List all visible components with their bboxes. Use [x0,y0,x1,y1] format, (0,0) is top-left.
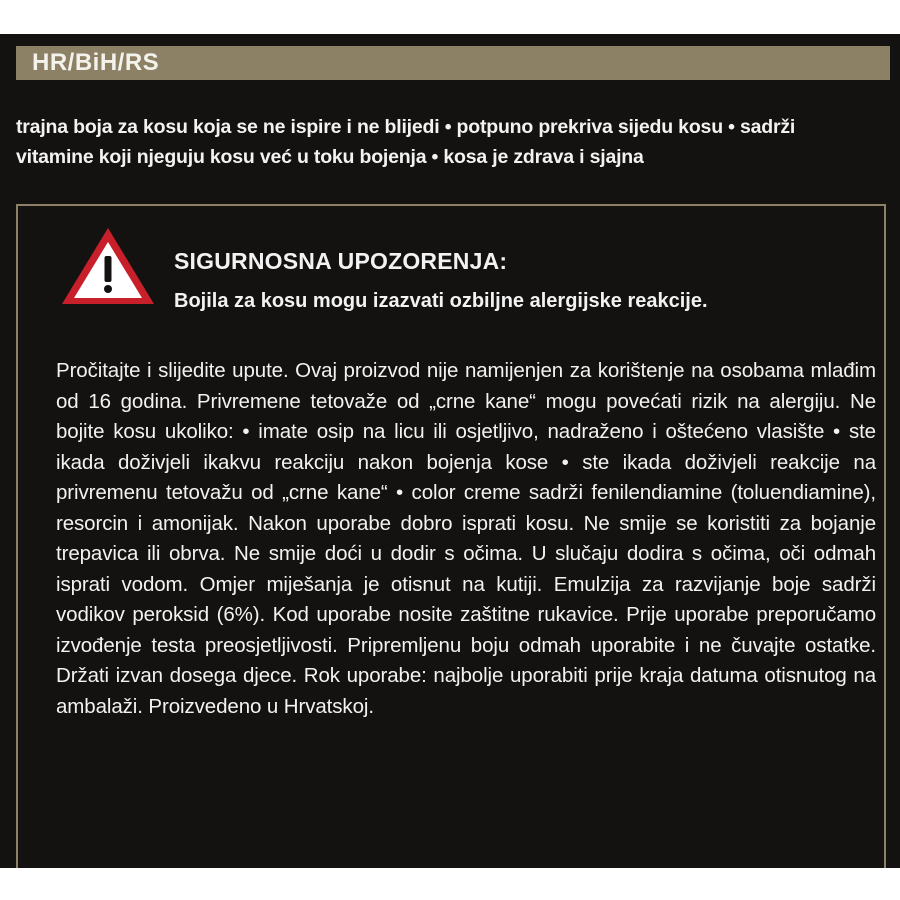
safety-warning-box [16,204,886,868]
product-claims: trajna boja za kosu koja se ne ispire i ne blijedi • potpuno prekriva sijedu kosu • sadrži vitamine koji njeguju kosu već u toku bojenja • kosa je zdrava i sjajna [16,116,796,168]
warning-triangle-icon [58,224,158,308]
warning-subtitle: Bojila za kosu mogu izazvati ozbiljne alergijske reakcije. [174,290,708,312]
language-label: HR/BiH/RS [32,49,160,76]
warning-body-text: Pročitajte i slijedite upute. Ovaj proizvod nije namijenjen za korištenje na osobama mlađim od 16 godina. Privremene tetovaže od „crne kane“ mogu povećati rizik na alergiju. Ne bojite kosu ukoliko: • imate osip na licu ili osjetljivo, nadraženo i oštećeno vlasište • ste ikada doživjeli ikakvu reakciju nakon bojenja kose • ste ikada doživjeli reakcije na privremenu tetovažu od „crne kane“ • color creme sadrži fenilendiamine (toluendiamine), resorcin i amonijak. Nakon uporabe dobro isprati kosu. Ne smije se koristiti za bojanje trepavica ili obrva. Ne smije doći u dodir s očima. U slučaju dodira s očima, oči odmah isprati vodom. Omjer miješanja je otisnut na kutiji. Emulzija za razvijanje boje sadrži vodikov peroksid (6%). Kod uporabe nosite zaštitne rukavice. Prije uporabe preporučamo izvođenje testa preosjetljivosti. Pripremljenu boju odmah uporabite i ne čuvajte ostatke. Držati izvan dosega djece. Rok uporabe: najbolje uporabiti prije kraja datuma otisnutog na ambalaži. Proizvedeno u Hrvatskoj. [56,359,876,718]
language-bar [16,46,890,80]
warning-title: SIGURNOSNA UPOZORENJA: [174,248,508,274]
package-panel [0,34,900,868]
